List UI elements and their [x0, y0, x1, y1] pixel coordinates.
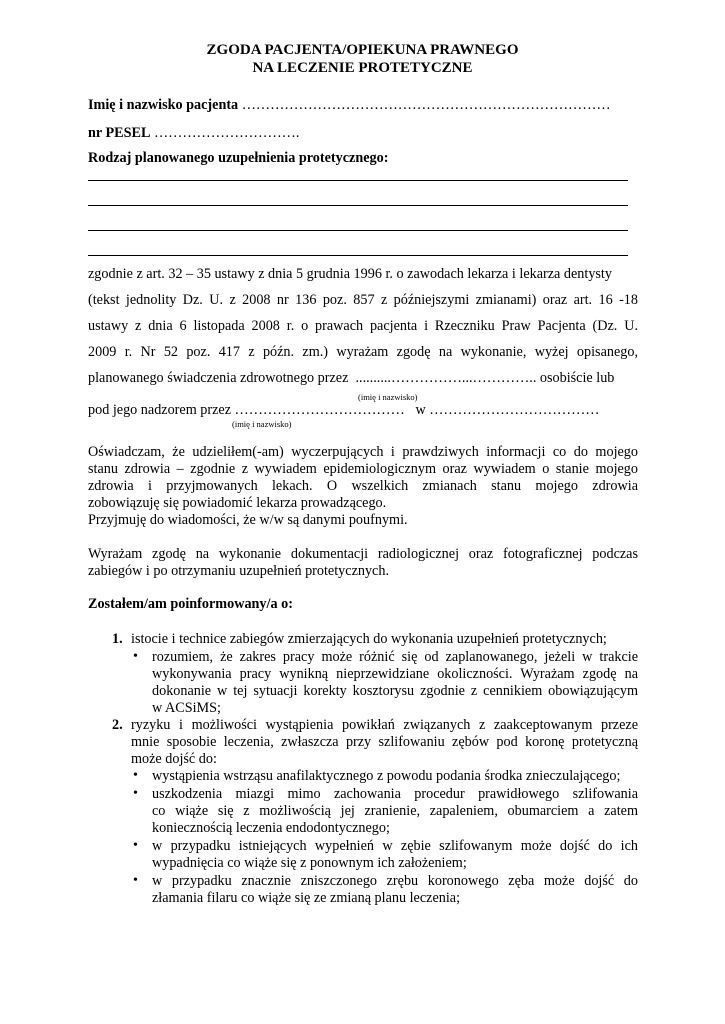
item-1-bullet-line-2: wykonywania pracy wynikną nieprzewidziane okoliczności. Wyrażam zgodę na	[152, 666, 638, 682]
risk-bullet-3-line-2: wypadnięcia co wiąże się z ponownym ich założeniem;	[152, 855, 467, 871]
informed-heading: Zostałem/am poinformowany/a o:	[88, 596, 293, 612]
legal-line-2: (tekst jednolity Dz. U. z 2008 nr 136 poz. 857 z późniejszymi zmianami) oraz art. 16 -18	[88, 292, 638, 308]
item-2-line-3: może dojść do:	[131, 751, 217, 767]
document-title-line2: NA LECZENIE PROTETYCZNE	[252, 60, 473, 76]
legal-line-6	[88, 402, 599, 419]
facility-field[interactable]: ………………………………	[429, 402, 600, 418]
legal-line-3: ustawy z dnia 6 listopada 2008 r. o prawach pacjenta i Rzeczniku Praw Pacjenta (Dz. U.	[88, 318, 638, 334]
legal-line-5-text: planowanego świadczenia zdrowotnego przez	[88, 370, 349, 386]
item-1-bullet-line-4: w ACSiMS;	[152, 700, 221, 716]
supplement-type-label: Rodzaj planowanego uzupełnienia protetycznego:	[88, 150, 389, 166]
document-title-line1: ZGODA PACJENTA/OPIEKUNA PRAWNEGO	[206, 42, 519, 58]
item-2-line-1: ryzyku i możliwości wystąpienia powikłań związanych z zaakceptowanym przeze	[131, 717, 638, 733]
risk-bullet-4-line-2: złamania filaru co wiąże się ze zmianą planu leczenia;	[152, 890, 461, 906]
supplement-line-3[interactable]	[88, 230, 628, 231]
supervisor-name-caption: (imię i nazwisko)	[232, 419, 292, 429]
supplement-line-2[interactable]	[88, 205, 628, 206]
item-1-text: istocie i technice zabiegów zmierzających do wykonania uzupełnień protetycznych;	[131, 631, 607, 647]
supervisor-name-field[interactable]: ………………………………	[234, 402, 405, 418]
legal-line-5	[88, 370, 614, 387]
declaration-line-4: zobowiązuję się powiadomić lekarza prowadzącego.	[88, 495, 387, 511]
performer-name-field[interactable]: ..........……………...…………..	[355, 370, 537, 386]
patient-name-row	[88, 97, 611, 114]
risk-bullet-2-line-3: koniecznością leczenia endodontycznego;	[152, 820, 390, 836]
legal-line-4: 2009 r. Nr 52 poz. 417 z późn. zm.) wyrażam zgodę na wykonanie, wyżej opisanego,	[88, 344, 638, 360]
declaration-line-1: Oświadczam, że udzieliłem(-am) wyczerpujących i prawdziwych informacji co do mojego	[88, 444, 638, 460]
pesel-label: nr PESEL	[88, 125, 151, 141]
supplement-line-4[interactable]	[88, 255, 628, 256]
risk-bullet-3-glyph: •	[133, 838, 138, 853]
declaration-line-3: zdrowia i przyjmowanych lekach. O wszelkich zmianach stanu mojego zdrowia	[88, 478, 638, 494]
patient-name-field[interactable]: ……………………………………………………………………	[241, 97, 611, 113]
item-1-number: 1.	[112, 631, 123, 647]
risk-bullet-1-glyph: •	[133, 768, 138, 783]
legal-line-6-w: w	[415, 402, 426, 418]
risk-bullet-2-line-1: uszkodzenia miazgi mimo zachowania procedur prawidłowego szlifowania	[152, 786, 638, 802]
documentation-consent-line-1: Wyrażam zgodę na wykonanie dokumentacji radiologicznej oraz fotograficznej podczas	[88, 546, 638, 562]
performer-name-caption: (imię i nazwisko)	[358, 392, 418, 402]
documentation-consent-line-2: zabiegów i po otrzymaniu uzupełnień protetycznych.	[88, 563, 389, 579]
item-2-number: 2.	[112, 717, 123, 733]
legal-line-6-text: pod jego nadzorem przez	[88, 402, 231, 418]
declaration-line-2: stanu zdrowia – zgodnie z wywiadem epidemiologicznym oraz wywiadem o stanie mojego	[88, 461, 638, 477]
patient-name-label: Imię i nazwisko pacjenta	[88, 97, 239, 113]
risk-bullet-2-glyph: •	[133, 786, 138, 801]
legal-line-5-end: osobiście lub	[539, 370, 615, 386]
legal-line-1: zgodnie z art. 32 – 35 ustawy z dnia 5 grudnia 1996 r. o zawodach lekarza i lekarza dentysty	[88, 266, 612, 282]
risk-bullet-4-glyph: •	[133, 873, 138, 888]
supplement-line-1[interactable]	[88, 180, 628, 181]
pesel-field[interactable]: ………………………….	[153, 125, 300, 141]
pesel-row	[88, 125, 299, 142]
risk-bullet-1-line-1: wystąpienia wstrząsu anafilaktycznego z powodu podania środka znieczulającego;	[152, 768, 621, 784]
risk-bullet-4-line-1: w przypadku znacznie zniszczonego zrębu koronowego zęba może dojść do	[152, 873, 638, 889]
item-1-bullet-glyph: •	[133, 649, 138, 664]
confidential-note: Przyjmuję do wiadomości, że w/w są danymi poufnymi.	[88, 512, 408, 528]
item-1-bullet-line-3: dokonanie w tej sytuacji korekty kosztorysu zgodnie z cennikiem obowiązującym	[152, 683, 638, 699]
item-2-line-2: mnie sposobie leczenia, zwłaszcza przy szlifowaniu zębów pod koronę protetyczną	[131, 734, 638, 750]
item-1-bullet-line-1: rozumiem, że zakres pracy może różnić się od zaplanowanego, jeżeli w trakcie	[152, 649, 638, 665]
risk-bullet-2-line-2: co wiąże się z możliwością jej zranienie, zapaleniem, obumarciem a zatem	[152, 803, 638, 819]
risk-bullet-3-line-1: w przypadku istniejących wypełnień w zębie szlifowanym może dojść do ich	[152, 838, 638, 854]
